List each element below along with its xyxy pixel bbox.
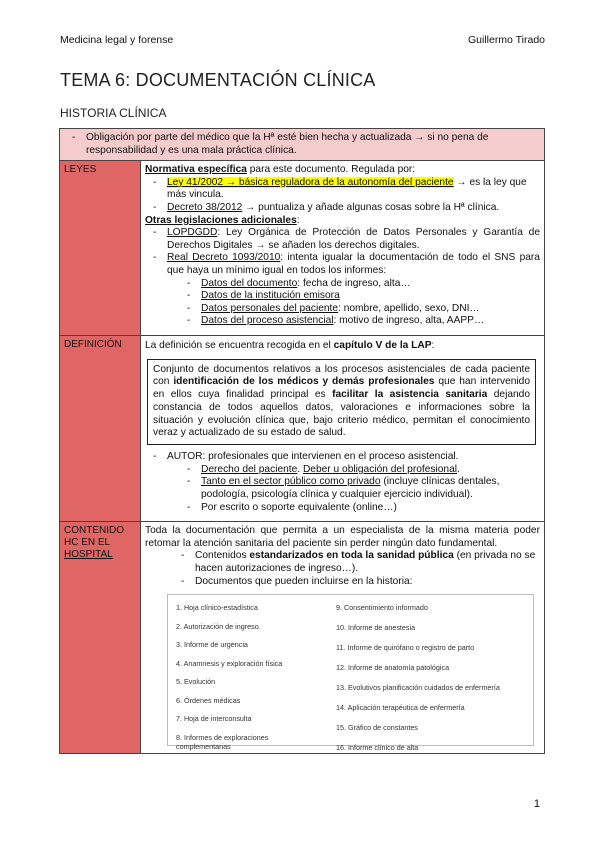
sub1-u: Datos del documento — [201, 277, 298, 289]
definicion-content — [141, 335, 545, 521]
doc-item: 13. Evolutivos planificación cuidados de enfermería — [336, 683, 500, 693]
doc-item: 8. Informes de exploraciones complementarias — [176, 732, 269, 751]
contenido-label-3: HOSPITAL — [64, 549, 113, 561]
rd-sub-2: - Datos de la institución emisora — [187, 290, 340, 302]
normativa-line — [145, 164, 540, 177]
def-intro-b: capítulo V de la LAP — [333, 339, 432, 351]
autor-item: - AUTOR: profesionales que intervienen en el proceso asistencial. — [153, 451, 459, 463]
rd-item: - Real Decreto 1093/2010: intenta igualar la documentación de todo el SNS para que haya un mínimo igual en todos los informes: — [153, 252, 540, 276]
otras-bold: Otras legislaciones adicionales — [145, 214, 297, 226]
autor-sub-1: - Derecho del paciente. Deber u obligación del profesional. — [187, 463, 460, 475]
doc-item: 3. Informe de urgencia — [176, 640, 248, 650]
autor-sub-2: - Tanto en el sector público como privado (incluye clínicas dentales, podología, psicología clínica y cualquier ejercicio individual). — [187, 476, 500, 501]
page-title: TEMA 6: DOCUMENTACIÓN CLÍNICA — [60, 70, 376, 90]
ley41-rest: → es la ley que más vincula. — [167, 176, 527, 201]
doc-item: 6. Órdenes médicas — [176, 695, 241, 705]
sub3-u: Datos personales del paciente — [201, 302, 339, 314]
doc-item: 1. Hoja clínico-estadística — [176, 603, 258, 613]
doc-item: 11. Informe de quirófano o registro de parto — [336, 643, 475, 653]
page-number: 1 — [533, 798, 540, 810]
doc-item: 10. Informe de anestesia — [336, 623, 416, 633]
doc-item: 12. Informe de anatomía patológica — [336, 663, 450, 673]
definicion-label: DEFINICIÓN — [60, 335, 141, 521]
intro-cell: - Obligación por parte del médico que la Hª esté bien hecha y actualizada → si no pena de responsabilidad y es una mala práctica clínica. — [60, 129, 545, 161]
autor1-m: . — [297, 463, 303, 475]
sub4-u: Datos del proceso asistencial — [201, 315, 334, 327]
autor1-u1: Derecho del paciente — [201, 463, 298, 475]
doc-item: 5. Evolución — [176, 677, 216, 687]
doc-item: 14. Aplicación terapéutica de enfermería — [336, 703, 465, 713]
definition-box — [147, 359, 536, 446]
def-intro-c: : — [431, 339, 435, 351]
ley41-item: - Ley 41/2002 → básica reguladora de la autonomía del paciente → es la ley que más vincula. — [153, 176, 527, 201]
autor1-r: . — [457, 463, 460, 475]
doc-item: 15. Gráfico de constantes — [336, 723, 418, 733]
contenido-item-2: - Documentos que pueden incluirse en la historia: — [181, 575, 413, 587]
otras-colon: : — [296, 214, 300, 226]
autor2-u: Tanto en el sector público como privado — [201, 476, 381, 488]
definicion-intro — [145, 340, 540, 353]
documents-list-image — [167, 594, 534, 753]
normativa-bold: Normativa específica — [145, 164, 247, 176]
contenido-row — [60, 522, 545, 754]
doc-item: 2. Autorización de ingreso. — [176, 621, 261, 631]
definicion-row — [60, 335, 545, 521]
header-left: Medicina legal y forense — [60, 34, 174, 46]
doc-item: 16. Informe clínico de alta — [336, 743, 419, 753]
doc-item: 4. Anamnesis y exploración física — [176, 658, 283, 668]
decreto-item: - Decreto 38/2012 → puntualiza y añade algunas cosas sobre la Hª clínica. — [153, 201, 500, 213]
box-c: que han intervenido en ellos cuya finalidad principal es — [153, 376, 530, 401]
sub1-r: : fecha de ingreso, alta… — [297, 277, 411, 289]
lopdgdd-rest: : Ley Orgánica de Protección de Datos Personales y Garantía de Derechos Digitales → se añaden los derechos digitales. — [167, 227, 540, 251]
intro-text: Obligación por parte del médico que la Hª esté bien hecha y actualizada → si no pena de responsabilidad y es una mala práctica clínica. — [86, 132, 489, 156]
contenido-label-1: CONTENIDO — [64, 525, 124, 537]
autor-sub-3: - Por escrito o soporte equivalente (online…) — [187, 501, 397, 513]
contenido-label — [60, 522, 141, 754]
box-b: identificación de los médicos y demás profesionales — [173, 376, 435, 388]
def-intro-a: La definición se encuentra recogida en el — [145, 339, 334, 351]
autor3: Por escrito o soporte equivalente (online…) — [201, 501, 397, 513]
sub2-u: Datos de la institución emisora — [201, 290, 340, 302]
leyes-row — [60, 161, 545, 336]
decreto-link: Decreto 38/2012 — [167, 201, 243, 213]
autor-text: AUTOR: profesionales que intervienen en el proceso asistencial. — [167, 451, 459, 463]
rd-sub-1: - Datos del documento: fecha de ingreso, alta… — [187, 277, 411, 289]
autor2-r: (incluye clínicas dentales, podología, psicología clínica y cualquier ejercicio individual). — [201, 476, 500, 501]
section-subtitle: HISTORIA CLÍNICA — [60, 106, 167, 120]
ley41-highlight: Ley 41/2002 → básica reguladora de la autonomía del paciente — [167, 176, 454, 188]
box-a: Conjunto de documentos relativos a los procesos asistenciales de cada paciente con — [153, 363, 530, 388]
rd-rest: : intenta igualar la documentación de todo el SNS para que haya un mínimo igual en todos los informes: — [167, 252, 540, 276]
c1-a: Contenidos — [195, 550, 250, 562]
doc-item: 9. Consentimiento informado — [336, 603, 428, 613]
otras-line — [145, 215, 540, 228]
content-table — [59, 128, 545, 754]
contenido-label-2: HC EN EL — [64, 537, 111, 549]
box-e: dejando constancia de todos aquellos datos, valoraciones e informaciones sobre la situación y evolución clínica que, bajo criterio médico, permitan el conocimiento veraz y actualizado de su estado de salud. — [153, 389, 531, 439]
box-d: facilitar la asistencia sanitaria — [332, 389, 488, 401]
rd-link: Real Decreto 1093/2010 — [167, 252, 281, 264]
contenido-content — [141, 522, 545, 754]
header-right: Guillermo Tirado — [467, 34, 545, 46]
normativa-rest: para este documento. Regulada por: — [246, 164, 416, 176]
contenido-intro: Toda la documentación que permita a un especialista de la misma materia poder retomar la atención sanitaria del paciente sin perder ningún dato fundamental. — [145, 525, 540, 549]
rd-sub-3: - Datos personales del paciente: nombre, apellido, sexo, DNI… — [187, 302, 480, 314]
sub4-r: : motivo de ingreso, alta, AAPP… — [333, 315, 485, 327]
rd-sub-4: - Datos del proceso asistencial: motivo de ingreso, alta, AAPP… — [187, 315, 485, 327]
lopdgdd-item: - LOPDGDD: Ley Orgánica de Protección de Datos Personales y Garantía de Derechos Digitales → se añaden los derechos digitales. — [153, 227, 540, 251]
contenido-item-1: - Contenidos estandarizados en toda la sanidad pública (en privada no se hacen autorizaciones de ingreso…). — [181, 550, 536, 575]
decreto-rest: → puntualiza y añade algunas cosas sobre la Hª clínica. — [242, 201, 500, 213]
sub3-r: : nombre, apellido, sexo, DNI… — [338, 302, 480, 314]
intro-row — [60, 129, 545, 161]
doc-item: 7. Hoja de interconsulta — [176, 714, 252, 724]
leyes-content — [141, 161, 545, 336]
documents-left-column — [176, 603, 316, 751]
autor1-u2: Deber u obligación del profesional — [302, 463, 457, 475]
leyes-label: LEYES — [60, 161, 141, 336]
c1-b: estandarizados en toda la sanidad pública — [249, 550, 454, 562]
lopdgdd-link: LOPDGDD — [167, 227, 218, 239]
documents-right-column — [336, 603, 518, 763]
c2: Documentos que pueden incluirse en la historia: — [195, 575, 413, 587]
c1-c: (en privada no se hacen autorizaciones de ingreso…). — [195, 550, 536, 575]
